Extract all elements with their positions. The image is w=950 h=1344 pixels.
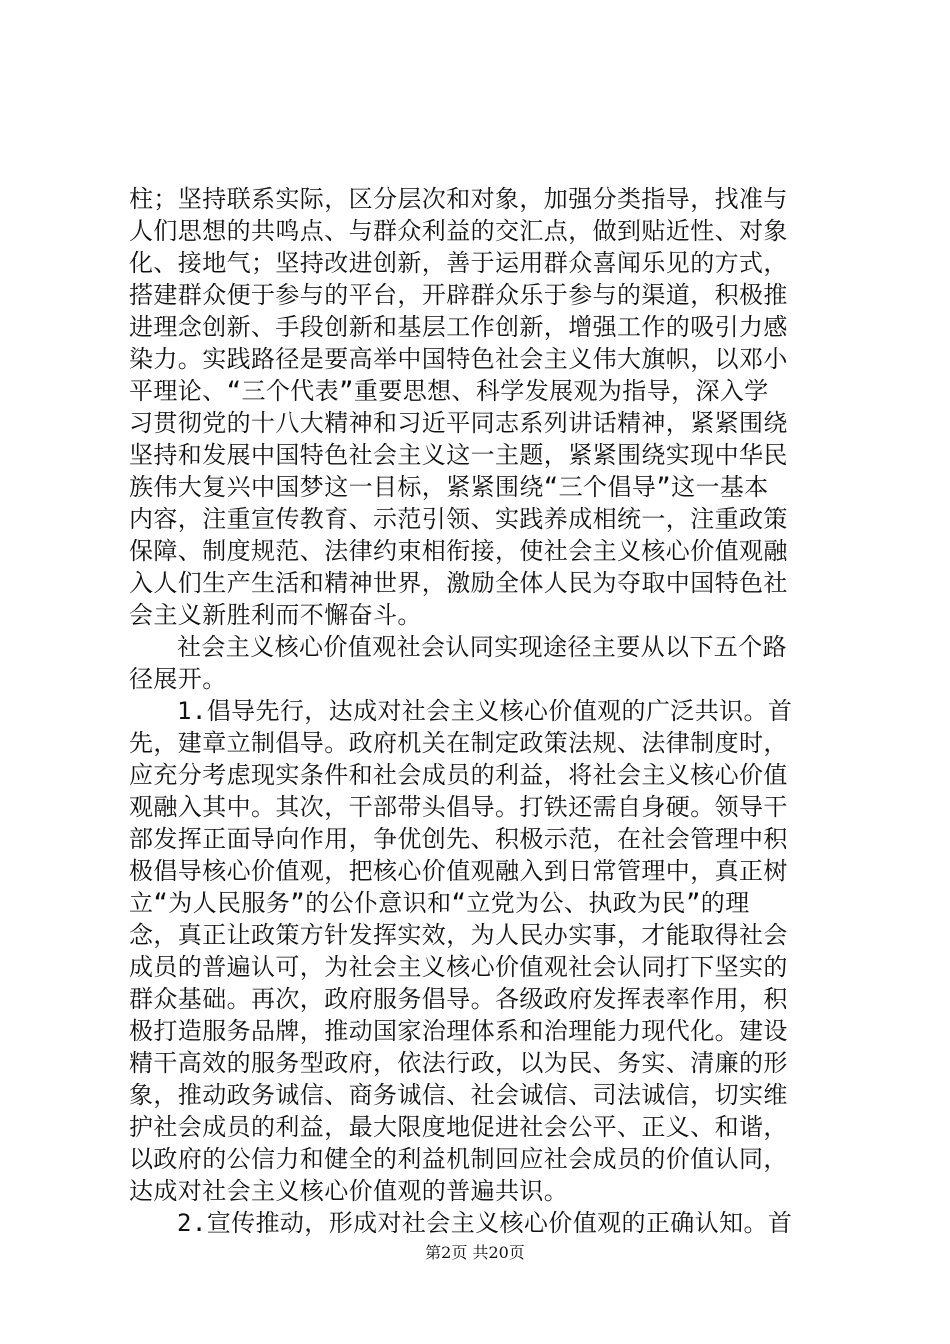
text-line: 人们思想的共鸣点、与群众利益的交汇点，做到贴近性、对象 (129, 217, 788, 245)
text-line: 念，真正让政策方针发挥实效，为人民办实事，才能取得社会 (129, 921, 788, 949)
text-line: 成员的普遍认可，为社会主义核心价值观社会认同打下坚实的 (129, 953, 788, 981)
paragraph-first-line: 社会主义核心价值观社会认同实现途径主要从以下五个路 (177, 633, 787, 661)
text-line: 入人们生产生活和精神世界，激励全体人民为夺取中国特色社 (129, 569, 788, 597)
text-line: 会主义新胜利而不懈奋斗。 (129, 601, 422, 629)
text-line: 达成对社会主义核心价值观的普遍共识。 (129, 1177, 569, 1205)
text-line: 应充分考虑现实条件和社会成员的利益，将社会主义核心价值 (129, 761, 788, 789)
text-line: 内容，注重宣传教育、示范引领、实践养成相统一，注重政策 (129, 505, 788, 533)
text-line: 精干高效的服务型政府，依法行政，以为民、务实、清廉的形 (129, 1049, 788, 1077)
text-line: 部发挥正面导向作用，争优创先、积极示范，在社会管理中积 (129, 825, 788, 853)
text-line: 极打造服务品牌，推动国家治理体系和治理能力现代化。建设 (129, 1017, 788, 1045)
text-line: 染力。实践路径是要高举中国特色社会主义伟大旗帜，以邓小 (129, 345, 788, 373)
text-line: 群众基础。再次，政府服务倡导。各级政府发挥表率作用，积 (129, 985, 788, 1013)
text-line: 以政府的公信力和健全的利益机制回应社会成员的价值认同， (129, 1145, 788, 1173)
text-line: 径展开。 (129, 665, 227, 693)
paragraph-first-line: 2.宣传推动，形成对社会主义核心价值观的正确认知。首 (177, 1209, 793, 1237)
text-line: 习贯彻党的十八大精神和习近平同志系列讲话精神，紧紧围绕 (129, 409, 788, 437)
text-line: 坚持和发展中国特色社会主义这一主题，紧紧围绕实现中华民 (129, 441, 788, 469)
text-line: 观融入其中。其次，干部带头倡导。打铁还需自身硬。领导干 (129, 793, 788, 821)
text-line: 化、接地气；坚持改进创新，善于运用群众喜闻乐见的方式， (129, 249, 788, 277)
text-line: 搭建群众便于参与的平台，开辟群众乐于参与的渠道，积极推 (129, 281, 788, 309)
text-line: 先，建章立制倡导。政府机关在制定政策法规、法律制度时， (129, 729, 788, 757)
paragraph-first-line: 1.倡导先行，达成对社会主义核心价值观的广泛共识。首 (177, 697, 793, 725)
text-line: 立“为人民服务”的公仆意识和“立党为公、执政为民”的理 (129, 889, 750, 917)
text-line: 极倡导核心价值观，把核心价值观融入到日常管理中，真正树 (129, 857, 788, 885)
text-line: 保障、制度规范、法律约束相衔接，使社会主义核心价值观融 (129, 537, 788, 565)
page-number-footer: 第2页 共20页 (425, 1243, 525, 1262)
text-line: 进理念创新、手段创新和基层工作创新，增强工作的吸引力感 (129, 313, 788, 341)
text-line: 柱；坚持联系实际，区分层次和对象，加强分类指导，找准与 (129, 185, 788, 213)
text-line: 平理论、“三个代表”重要思想、科学发展观为指导，深入学 (129, 377, 769, 405)
text-line: 护社会成员的利益，最大限度地促进社会公平、正义、和谐， (129, 1113, 788, 1141)
text-line: 象，推动政务诚信、商务诚信、社会诚信、司法诚信，切实维 (129, 1081, 788, 1109)
text-line: 族伟大复兴中国梦这一目标，紧紧围绕“三个倡导”这一基本 (129, 473, 769, 501)
